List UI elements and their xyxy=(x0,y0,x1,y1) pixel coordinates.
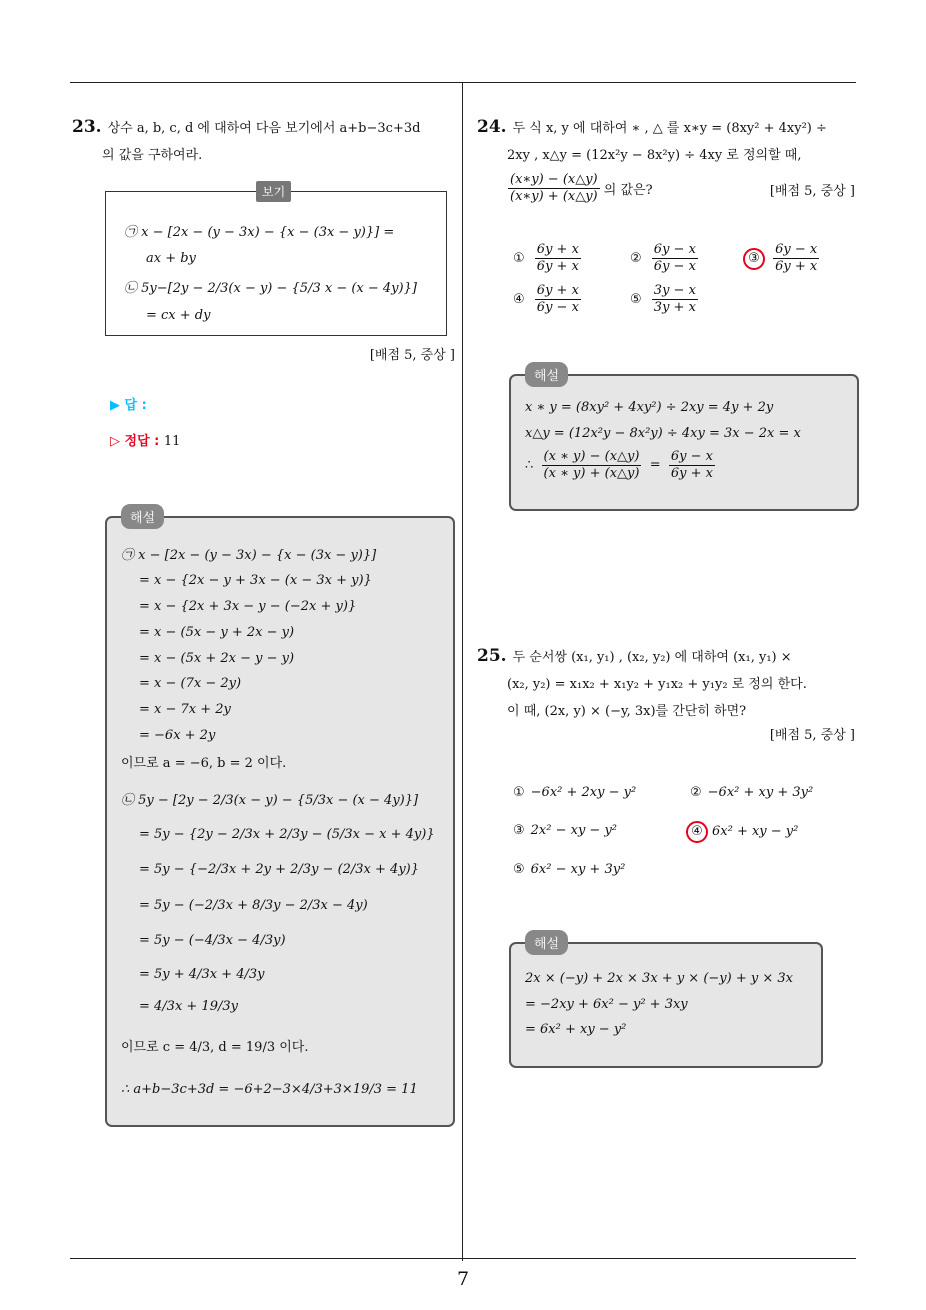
sol23-line: = 5y − {2y − 2/3x + 2/3y − (5/3x − x + 4y)} xyxy=(139,827,435,842)
sol24-fraction xyxy=(542,449,642,482)
problem-23-line-1: 상수 a, b, c, d 에 대하여 다음 보기에서 a+b−3c+3d xyxy=(107,121,421,136)
correct-answer-label: ▷ 정답 : xyxy=(110,434,160,449)
problem-24-fraction-line xyxy=(508,172,653,205)
problem-24-fraction xyxy=(508,172,600,205)
bogi-box xyxy=(105,185,447,336)
choice-num: 6y − x xyxy=(653,242,696,257)
choice-den: 6y − x xyxy=(653,259,696,274)
problem-24-tail: 의 값은? xyxy=(603,183,653,198)
choice-text: −6x² + xy + 3y² xyxy=(707,785,814,800)
choice-num: 6y + x xyxy=(536,283,579,298)
page-number: 7 xyxy=(456,1268,470,1290)
choice-num: 6y + x xyxy=(536,242,579,257)
therefore-symbol: ∴ xyxy=(525,458,534,473)
problem-25-number: 25. xyxy=(477,646,507,666)
problem-23-question xyxy=(72,114,457,169)
bogi-label: 보기 xyxy=(256,181,291,202)
sol24-line: x ∗ y = (8xy² + 4xy²) ÷ 2xy = 4y + 2y xyxy=(525,400,774,415)
sol23-line: = x − (5x − y + 2x − y) xyxy=(139,625,295,640)
choice-fraction xyxy=(773,242,819,275)
choice-den: 6y + x xyxy=(536,259,579,274)
choice-den: 3y + x xyxy=(653,300,696,315)
bogi-line-2: ax + by xyxy=(146,251,196,266)
sol23-line: = 5y − {−2/3x + 2y + 2/3y − (2/3x + 4y)} xyxy=(139,862,420,877)
choice-num: 6y − x xyxy=(775,242,818,257)
solution-box-24 xyxy=(509,369,859,511)
problem-25-question xyxy=(477,643,862,725)
choice-text: −6x² + 2xy − y² xyxy=(530,785,637,800)
choice-25-4-marked[interactable] xyxy=(690,821,798,843)
sol23-line: = 5y − (−4/3x − 4/3y) xyxy=(139,933,286,948)
sol23-line: = 5y + 4/3x + 4/3y xyxy=(139,967,265,982)
choice-number: ⑤ xyxy=(630,292,642,307)
choice-number: ④ xyxy=(513,292,525,307)
sol23-line: = x − {2x + 3x − y − (−2x + y)} xyxy=(139,599,357,614)
sol23-line: = 4/3x + 19/3y xyxy=(139,999,238,1014)
problem-24-points: [배점 5, 중상 ] xyxy=(769,184,855,199)
problem-24-frac-den: (x∗y) + (x△y) xyxy=(510,189,598,204)
solution-box-23 xyxy=(105,511,455,1127)
problem-24-line-2: 2xy , x△y = (12x²y − 8x²y) ÷ 4xy 로 정의할 때, xyxy=(507,148,802,163)
problem-25-points: [배점 5, 중상 ] xyxy=(769,728,855,743)
sol23-line: 이므로 c = 4/3, d = 19/3 이다. xyxy=(121,1040,309,1055)
sol25-line: = 6x² + xy − y² xyxy=(525,1022,627,1037)
sol24-result xyxy=(669,449,715,482)
choice-text: 6x² + xy − y² xyxy=(712,824,799,839)
sol24-frac-num: (x ∗ y) − (x△y) xyxy=(543,449,640,464)
sol23-line: = x − {2x − y + 3x − (x − 3x + y)} xyxy=(139,573,372,588)
choice-number-circled: ④ xyxy=(686,821,708,843)
solution-box-25 xyxy=(509,937,823,1068)
problem-23-number: 23. xyxy=(72,117,102,137)
choice-number-circled: ③ xyxy=(743,248,765,270)
choice-num: 3y − x xyxy=(653,283,696,298)
bogi-line-3: ㉡ 5y−[2y − 2/3(x − y) − {5/3 x − (x − 4y)}] xyxy=(124,281,417,296)
sol24-line: x△y = (12x²y − 8x²y) ÷ 4xy = 3x − 2x = x xyxy=(525,426,801,441)
sol25-line: = −2xy + 6x² − y² + 3xy xyxy=(525,997,688,1012)
sol24-therefore-line xyxy=(525,449,715,482)
problem-23-points: [배점 5, 중상 ] xyxy=(369,348,455,363)
choice-24-5[interactable] xyxy=(630,283,698,316)
sol23-line: = x − 7x + 2y xyxy=(139,702,231,717)
choice-24-4[interactable] xyxy=(513,283,581,316)
sol24-res-num: 6y − x xyxy=(670,449,713,464)
choice-fraction xyxy=(535,242,581,275)
choice-24-2[interactable] xyxy=(630,242,698,275)
problem-24-question xyxy=(477,114,862,169)
column-divider xyxy=(462,83,463,1261)
sol23-line: = −6x + 2y xyxy=(139,728,216,743)
problem-24-line-1: 두 식 x, y 에 대하여 ∗ , △ 를 x∗y = (8xy² + 4xy²) ÷ xyxy=(512,121,827,136)
problem-25-line-2: (x₂, y₂) = x₁x₂ + x₁y₂ + y₁x₂ + y₁y₂ 로 정의 한다. xyxy=(507,677,807,692)
choice-den: 6y + x xyxy=(775,259,818,274)
problem-24-frac-num: (x∗y) − (x△y) xyxy=(510,172,598,187)
solution-label-25: 해설 xyxy=(525,930,568,955)
bogi-line-1: ㉠ x − [2x − (y − 3x) − {x − (3x − y)}] = xyxy=(124,225,395,240)
choice-fraction xyxy=(535,283,581,316)
choice-text: 6x² − xy + 3y² xyxy=(530,862,626,877)
choice-25-2[interactable] xyxy=(690,783,813,803)
sol23-line: ㉠ x − [2x − (y − 3x) − {x − (3x − y)}] xyxy=(121,548,377,563)
bogi-line-4: = cx + dy xyxy=(146,308,211,323)
correct-answer xyxy=(110,430,180,449)
problem-25-line-3: 이 때, (2x, y) × (−y, 3x)를 간단히 하면? xyxy=(507,704,747,719)
sol23-line: = 5y − (−2/3x + 8/3y − 2/3x − 4y) xyxy=(139,898,368,913)
top-rule xyxy=(70,82,856,83)
choice-den: 6y − x xyxy=(536,300,579,315)
sol25-line: 2x × (−y) + 2x × 3x + y × (−y) + y × 3x xyxy=(525,971,793,986)
choice-text: 2x² − xy − y² xyxy=(530,823,618,838)
answer-label: ▶ 답 : xyxy=(110,398,147,413)
problem-23-line-2: 의 값을 구하여라. xyxy=(102,148,203,163)
sol23-line: = x − (7x − 2y) xyxy=(139,676,242,691)
correct-answer-value: 11 xyxy=(163,434,181,449)
choice-number: ③ xyxy=(513,823,525,838)
choice-25-3[interactable] xyxy=(513,821,617,841)
choice-number: ⑤ xyxy=(513,862,525,877)
choice-number: ② xyxy=(690,785,702,800)
sol23-line: ∴ a+b−3c+3d = −6+2−3×4/3+3×19/3 = 11 xyxy=(121,1082,418,1097)
choice-24-1[interactable] xyxy=(513,242,581,275)
equals-sign: = xyxy=(649,457,661,473)
sol23-line: = x − (5x + 2x − y − y) xyxy=(139,651,295,666)
problem-24-number: 24. xyxy=(477,117,507,137)
problem-25-line-1: 두 순서쌍 (x₁, y₁) , (x₂, y₂) 에 대하여 (x₁, y₁) × xyxy=(512,650,792,665)
sol23-line: ㉡ 5y − [2y − 2/3(x − y) − {5/3x − (x − 4y)}] xyxy=(121,793,419,808)
choice-fraction xyxy=(652,283,698,316)
bottom-rule xyxy=(70,1258,856,1259)
choice-24-3-marked[interactable] xyxy=(747,242,819,275)
choice-number: ② xyxy=(630,251,642,266)
choice-number: ① xyxy=(513,251,525,266)
choice-number: ① xyxy=(513,785,525,800)
sol24-res-den: 6y + x xyxy=(670,466,713,481)
solution-label-23: 해설 xyxy=(121,504,164,529)
choice-fraction xyxy=(652,242,698,275)
choice-25-1[interactable] xyxy=(513,783,636,803)
sol23-line: 이므로 a = −6, b = 2 이다. xyxy=(121,756,287,771)
sol24-frac-den: (x ∗ y) + (x△y) xyxy=(543,466,640,481)
solution-label-24: 해설 xyxy=(525,362,568,387)
choice-25-5[interactable] xyxy=(513,860,625,880)
